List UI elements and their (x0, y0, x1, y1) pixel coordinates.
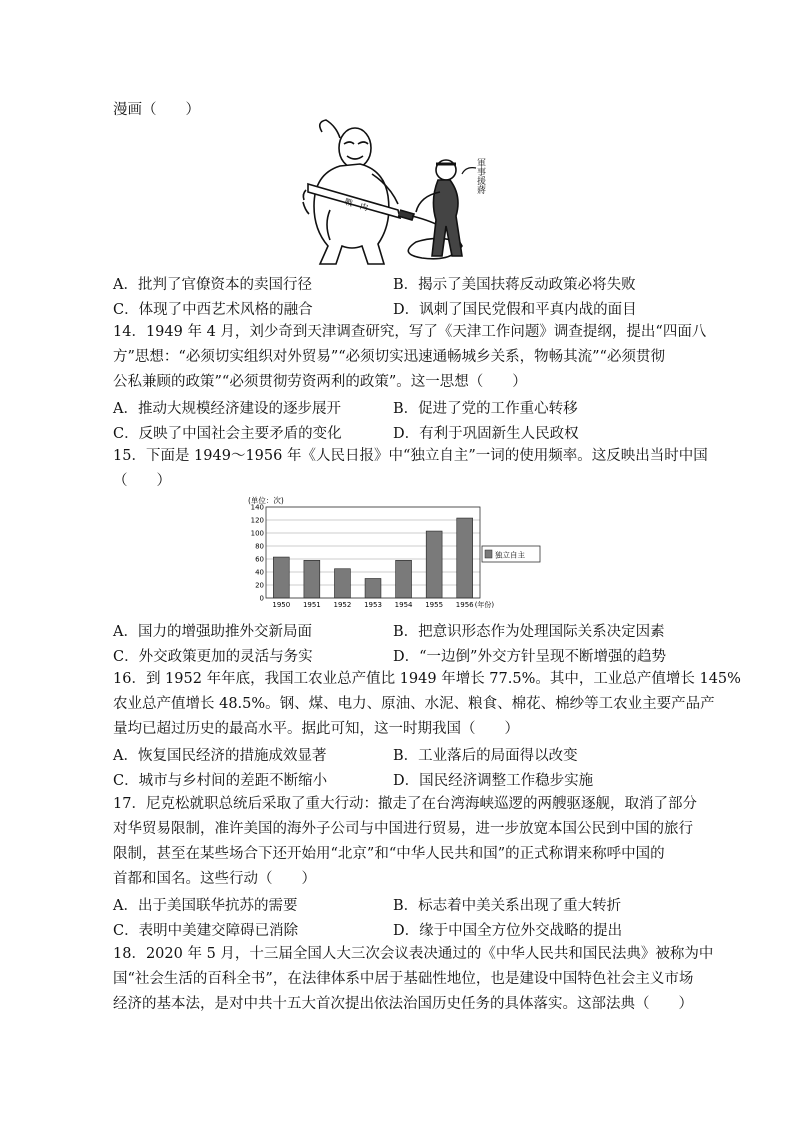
q15-stem-line1: 15．下面是 1949～1956 年《人民日报》中“独立自主”一词的使用频率。这反映出当时中国 (113, 448, 708, 464)
x-tick-label: 1950 (272, 601, 291, 609)
x-axis-unit-label: (年份) (474, 601, 495, 609)
q15-stem-line2: （ ） (113, 473, 171, 489)
bar-1955 (426, 531, 442, 598)
q13-option-b[interactable]: B．揭示了美国扶蒋反动政策必将失败 (393, 277, 636, 293)
q18-stem-line3: 经济的基本法，是对中共十五大首次提出依法治国历史任务的具体落实。这部法典（ ） (113, 996, 693, 1012)
q17-stem-line1: 17．尼克松就职总统后采取了重大行动：撤走了在台湾海峡巡逻的两艘驱逐舰，取消了部分 (113, 796, 697, 812)
q17-stem-line4: 首都和国名。这些行动（ ） (113, 871, 316, 887)
legend-swatch (485, 550, 492, 558)
y-tick-label: 20 (255, 581, 264, 590)
x-tick-label: 1951 (302, 601, 321, 609)
q17-option-c[interactable]: C．表明中美建交障碍已消除 (113, 923, 299, 939)
svg-text:軍事援蔣: 軍事援蔣 (475, 158, 485, 194)
y-tick-label: 60 (255, 555, 264, 564)
arrow-icon (462, 168, 476, 174)
q13-option-d[interactable]: D．讽刺了国民党假和平真内战的面目 (393, 302, 637, 318)
q14-stem-line2: 方”思想：“必须切实组织对外贸易”“必须切实迅速通畅城乡关系，物畅其流”“必须贯彻 (113, 349, 665, 365)
q15-option-a[interactable]: A．国力的增强助推外交新局面 (113, 624, 312, 640)
cartoon-knife-label: 戰 内 (343, 197, 369, 213)
q16-stem-line3: 量均已超过历史的最高水平。据此可知，这一时期我国（ ） (113, 721, 519, 737)
bar-1953 (365, 579, 381, 599)
q17-option-a[interactable]: A．出于美国联华抗苏的需要 (113, 898, 298, 914)
y-tick-label: 140 (250, 503, 264, 512)
bar-1954 (396, 560, 412, 598)
q16-stem-line1: 16．到 1952 年年底，我国工农业总产值比 1949 年增长 77.5%。其中，工业总产值增长 145% (113, 671, 741, 687)
chart-unit-label: (单位：次) (248, 496, 284, 505)
x-tick-label: 1952 (333, 601, 352, 609)
q13-stem-tail: 漫画（ ） (113, 102, 200, 118)
y-tick-label: 120 (250, 516, 264, 525)
q14-option-b[interactable]: B．促进了党的工作重心转移 (393, 401, 578, 417)
q17-option-b[interactable]: B．标志着中美关系出现了重大转折 (393, 898, 622, 914)
legend-label: 独立自主 (495, 550, 525, 560)
x-tick-label: 1953 (364, 601, 382, 609)
q16-option-c[interactable]: C．城市与乡村间的差距不断缩小 (113, 773, 328, 789)
q18-stem-line2: 国“社会生活的百科全书”，在法律体系中居于基础性地位，也是建设中国特色社会主义市场 (113, 971, 694, 987)
q16-stem-line2: 农业总产值增长 48.5%。钢、煤、电力、原油、水泥、粮食、棉花、棉纱等工农业主要产品产 (113, 696, 715, 712)
q17-option-d[interactable]: D．缘于中国全方位外交战略的提出 (393, 923, 623, 939)
y-tick-label: 80 (255, 542, 264, 551)
q15-option-c[interactable]: C．外交政策更加的灵活与务实 (113, 649, 313, 665)
usage-frequency-bar-chart (244, 494, 544, 612)
cartoon-side-label (475, 158, 486, 195)
bar-1956 (457, 518, 473, 598)
x-tick-label: 1956 (455, 601, 474, 609)
q16-option-b[interactable]: B．工业落后的局面得以改变 (393, 748, 578, 764)
q17-stem-line3: 限制，甚至在某些场合下还开始用“北京”和“中华人民共和国”的正式称谓来称呼中国的 (113, 846, 665, 862)
q14-option-d[interactable]: D．有利于巩固新生人民政权 (393, 426, 579, 442)
q14-stem-line3: 公私兼顾的政策”“必须贯彻劳资两利的政策”。这一思想（ ） (113, 374, 527, 390)
x-tick-label: 1954 (394, 601, 413, 609)
bar-1950 (273, 557, 289, 598)
q15-option-d[interactable]: D．“一边倒”外交方针呈现不断增强的趋势 (393, 649, 666, 665)
q13-option-c[interactable]: C．体现了中西艺术风格的融合 (113, 302, 313, 318)
bar-1952 (334, 569, 350, 598)
q13-option-a[interactable]: A．批判了官僚资本的卖国行径 (113, 277, 312, 293)
q18-stem-line1: 18．2020 年 5 月，十三届全国人大三次会议表决通过的《中华人民共和国民法典》被称为中 (113, 946, 714, 962)
q16-option-d[interactable]: D．国民经济调整工作稳步实施 (393, 773, 594, 789)
x-tick-label: 1955 (425, 601, 444, 609)
bar-1951 (304, 560, 320, 598)
y-tick-label: 100 (250, 529, 264, 538)
y-tick-label: 40 (255, 568, 264, 577)
political-cartoon-image (300, 118, 500, 268)
q14-option-c[interactable]: C．反映了中国社会主要矛盾的变化 (113, 426, 342, 442)
q14-stem-line1: 14．1949 年 4 月，刘少奇到天津调查研究，写了《天津工作问题》调查提纲，提出“四面八 (113, 324, 707, 340)
y-tick-label: 0 (259, 594, 264, 603)
q14-option-a[interactable]: A．推动大规模经济建设的逐步展开 (113, 401, 341, 417)
q16-option-a[interactable]: A．恢复国民经济的措施成效显著 (113, 748, 327, 764)
q17-stem-line2: 对华贸易限制，准许美国的海外子公司与中国进行贸易，进一步放宽本国公民到中国的旅行 (113, 821, 693, 837)
q15-option-b[interactable]: B．把意识形态作为处理国际关系决定因素 (393, 624, 665, 640)
